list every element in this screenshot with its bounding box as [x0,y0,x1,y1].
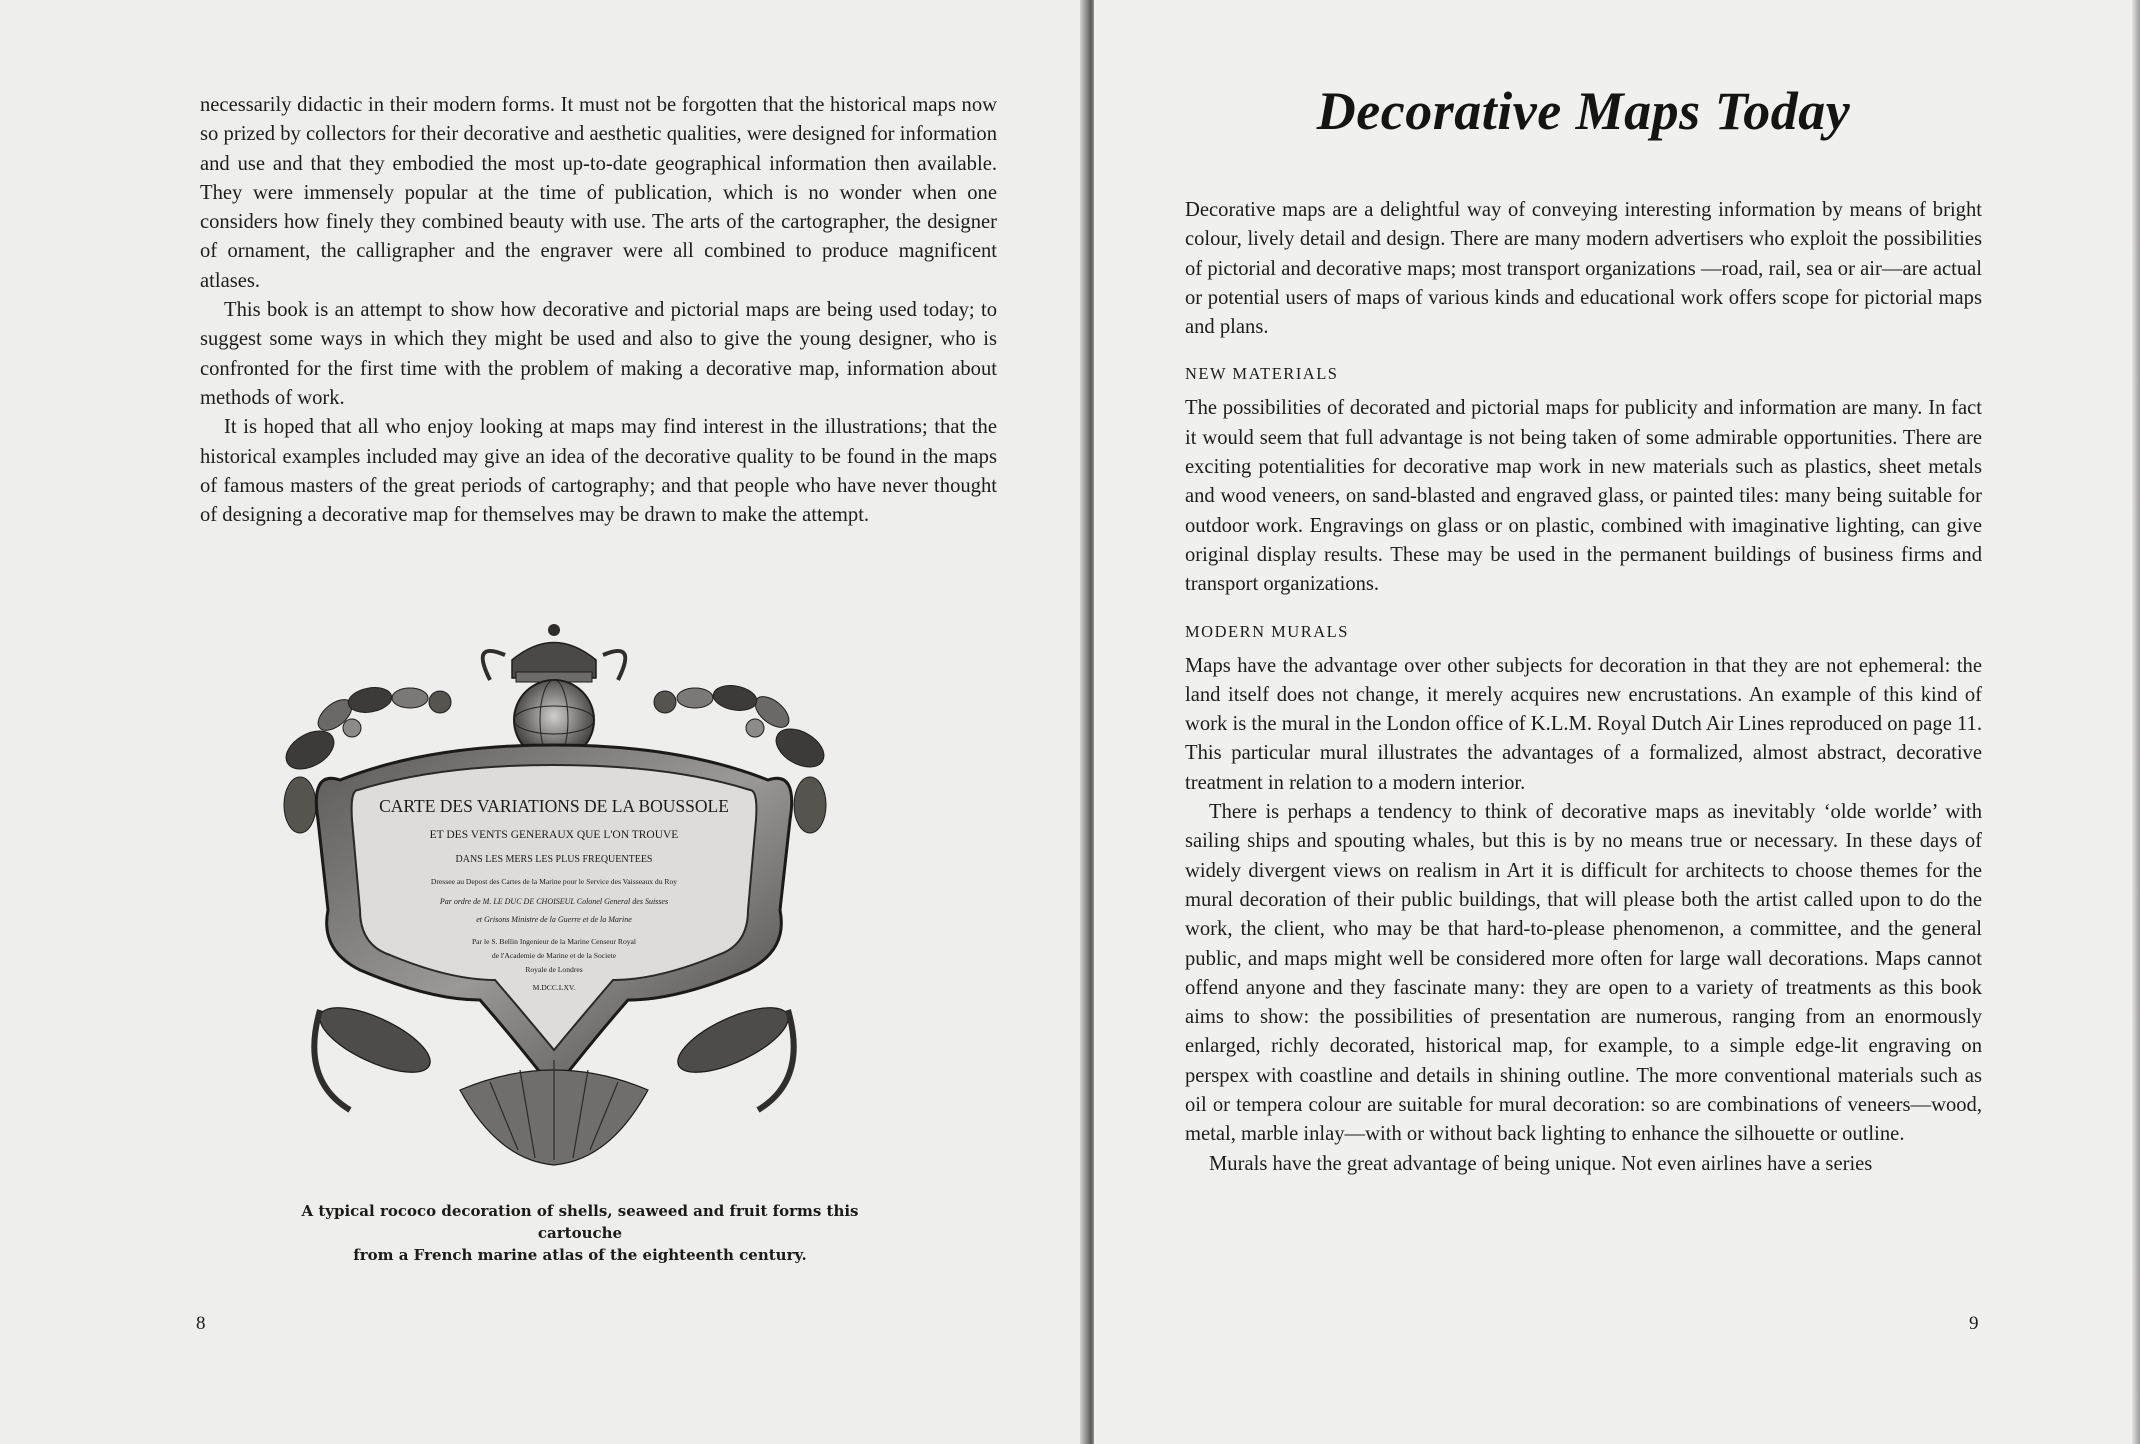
cartouche-line-5: Par ordre de M. LE DUC DE CHOISEUL Colonel General des Suisses [439,897,669,906]
illustration-caption [280,1200,880,1266]
cartouche-line-2: ET DES VENTS GENERAUX QUE L'ON TROUVE [429,829,679,841]
page-number-right: 9 [1969,1313,1979,1334]
page-number-left: 8 [196,1313,206,1334]
cartouche-line-9: Royale de Londres [525,965,583,974]
new-materials-paragraph: The possibilities of decorated and pictorial maps for publicity and information are many. In fact it would seem that full advantage is not being taken of some admirable opportunities. There are exciting potentialities for decorative map work in new materials such as plastics, sheet metals and wood veneers, on sand-blasted and engraved glass, or painted tiles: many being suitable for outdoor work. Engravings on glass or on plastic, combined with imaginative lighting, can give original display results. These may be used in the permanent buildings of business firms and transport organizations. [1185,397,1982,596]
right-page-content [1185,80,1982,1179]
intro-paragraph: Decorative maps are a delightful way of conveying interesting information by means of bright colour, lively detail and design. There are many modern advertisers who exploit the possibilities of pictorial and decorative maps; most transport organizations —road, rail, sea or air—are actual or potential users of maps of various kinds and educational work offers scope for pictorial maps and plans. [1185,199,1982,339]
caption-line-2: from a French marine atlas of the eighteenth century. [353,1246,807,1264]
chapter-title: Decorative Maps Today [1316,81,1851,141]
section-heading-modern-murals: MODERN MURALS [1185,621,1349,641]
murals-paragraph-2: There is perhaps a tendency to think of decorative maps as inevitably ‘olde worlde’ with sailing ships and spouting whales, but this is by no means true or necessary. In these days of widely divergent views on realism in Art it is difficult for architects to choose themes for the mural decoration of their public buildings, that will please both the artist called upon to do the work, the client, who may be that hard-to-please phenomenon, a committee, and the general public, and maps might well be considered more often for large wall decorations. Maps cannot offend anyone and they fascinate many: they are open to a variety of treatments as this book aims to show: the possibilities of presentation are numerous, ranging from an enormously enlarged, richly decorated, historical map, for example, to a simple edge-lit engraving on perspex with coastline and details in shining outline. The more conventional materials such as oil or tempera colour are suitable for mural decoration: so are combinations of veneers—wood, metal, marble inlay—with or without back lighting to enhance the silhouette or outline. [1185,801,1982,1146]
cartouche-line-1: CARTE DES VARIATIONS DE LA BOUSSOLE [379,796,729,816]
murals-paragraph-1: Maps have the advantage over other subjects for decoration in that they are not ephemeral: the land itself does not change, it merely acquires new encrustations. An example of this kind of work is the mural in the London office of K.L.M. Royal Dutch Air Lines reproduced on page 11. This particular mural illustrates the advantages of a formalized, almost abstract, decorative treatment in relation to a modern interior. [1185,654,1982,794]
left-paragraph-2: This book is an attempt to show how decorative and pictorial maps are being used today; to suggest some ways in which they might be used and also to give the young designer, who is confronted for the first time with the problem of making a decorative map, information about methods of work. [200,299,997,409]
left-paragraph-3: It is hoped that all who enjoy looking at maps may find interest in the illustrations; that the historical examples included may give an idea of the decorative quality to be found in the maps of famous masters of the great periods of cartography; and that people who have never thought of designing a decorative map for themselves may be drawn to make the attempt. [200,416,997,527]
cartouche-line-7: Par le S. Bellin Ingenieur de la Marine Censeur Royal [471,937,637,946]
cartouche-line-6: et Grisons Ministre de la Guerre et de la Marine [476,915,632,924]
book-edge-right [2132,0,2140,1444]
cartouche-line-8: de l'Academie de Marine et de la Societe [491,951,617,960]
cartouche-line-10: M.DCC.LXV. [532,983,576,992]
crown-globe [483,624,626,760]
left-page-text [200,91,997,530]
left-paragraph-1: necessarily didactic in their modern forms. It must not be forgotten that the historical maps now so prized by collectors for their decorative and aesthetic qualities, were designed for information and use and that they embodied the most up-to-date geographical information then available. They were immensely popular at the time of publication, which is no wonder when one considers how finely they combined beauty with use. The arts of the cartographer, the designer of ornament, the calligrapher and the engraver were all combined to produce magnificent atlases. [200,94,997,292]
cartouche-illustration [280,620,828,1168]
murals-paragraph-3: Murals have the great advantage of being unique. Not even airlines have a series [1209,1152,1873,1175]
section-heading-new-materials: NEW MATERIALS [1185,364,1339,384]
cartouche-line-4: Dressee au Depost des Cartes de la Marine pour le Service des Vaisseaux du Roy [430,877,678,886]
caption-line-1: A typical rococo decoration of shells, seaweed and fruit forms this cartouche [301,1202,859,1242]
cartouche-line-3: DANS LES MERS LES PLUS FREQUENTEES [455,854,653,865]
